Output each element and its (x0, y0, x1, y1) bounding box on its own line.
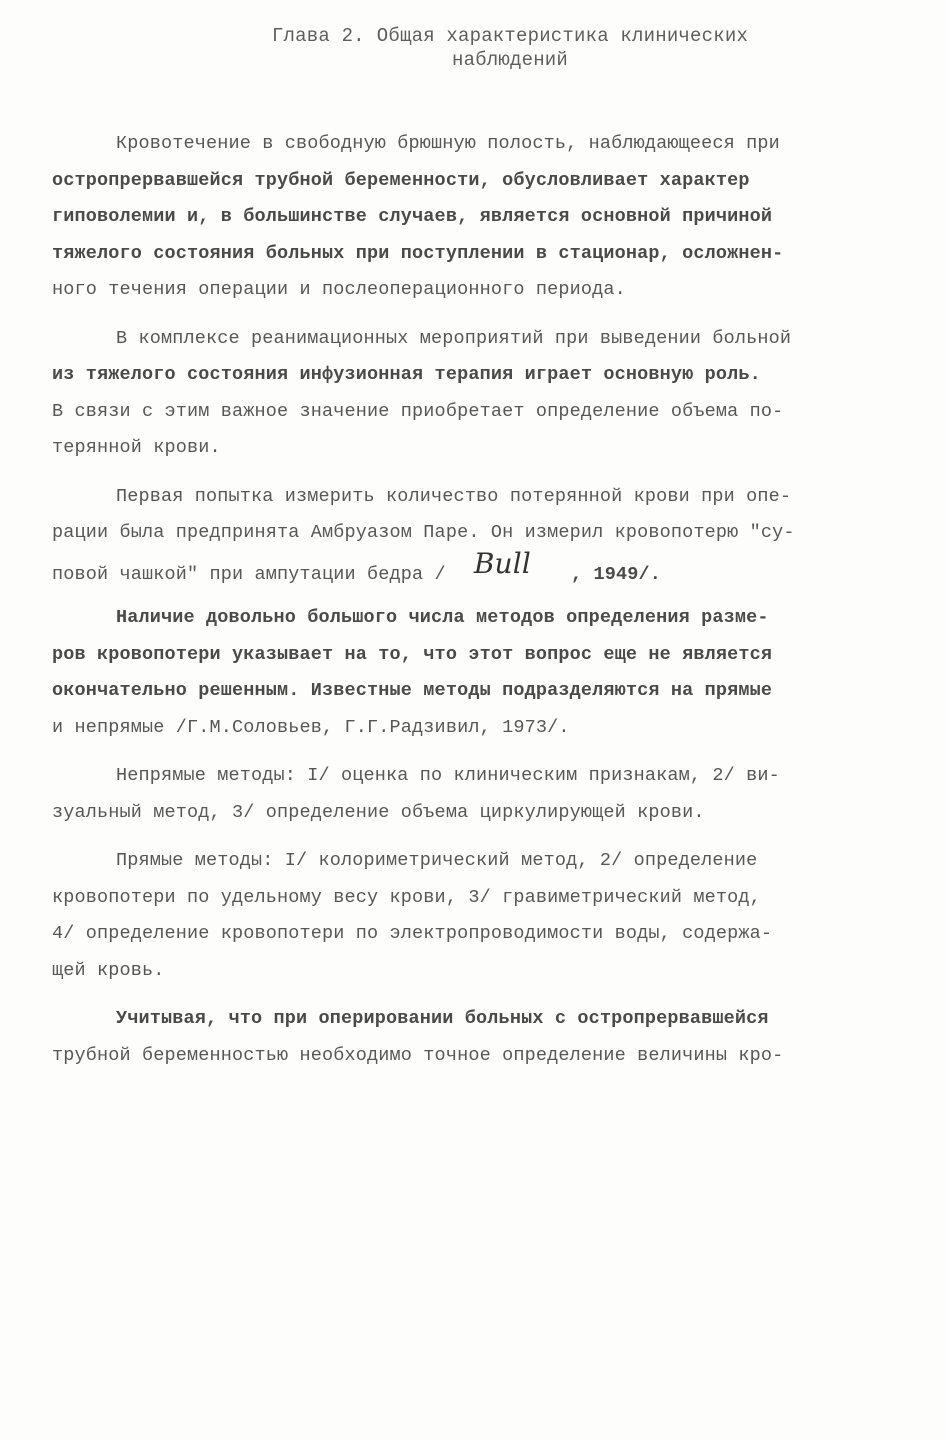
text-line-with-citation (52, 546, 884, 589)
text-line: терянной крови. (52, 437, 221, 458)
handwritten-author: Bull (473, 546, 531, 580)
chapter-title: Общая характеристика клинических (376, 25, 749, 47)
paragraph (52, 126, 884, 309)
text-line: тяжелого состояния больных при поступлении в стационар, осложнен- (52, 242, 784, 264)
text-line: кровопотери по удельному весу крови, 3/ гравиметрический метод, (52, 886, 761, 908)
text-line: 4/ определение кровопотери по электропроводимости воды, содержа- (52, 923, 773, 944)
text-line: зуальный метод, 3/ определение объема циркулирующей крови. (52, 801, 705, 823)
text-line: гиповолемии и, в большинстве случаев, является основной причиной (52, 206, 773, 227)
paragraph (52, 600, 884, 746)
chapter-heading (150, 24, 870, 72)
text-line: Кровотечение в свободную брюшную полость, наблюдающееся при (116, 133, 780, 154)
paragraph (52, 321, 884, 467)
text-line: Наличие довольно большого числа методов определения разме- (116, 607, 769, 628)
text-line: В связи с этим важное значение приобретает определение объема по- (52, 400, 784, 422)
citation-year: , 1949/. (570, 563, 661, 585)
text-line: остропрервавшейся трубной беременности, обусловливает характер (52, 169, 750, 191)
text-line: ров кровопотери указывает на то, что этот вопрос еще не является (52, 643, 773, 665)
text-line: Прямые методы: I/ колориметрический метод, 2/ определение (116, 850, 758, 871)
text-line: и непрямые /Г.М.Соловьев, Г.Г.Радзивил, 1973/. (52, 716, 570, 738)
text-line: щей кровь. (52, 959, 165, 981)
chapter-title-line-2: наблюдений (451, 49, 569, 71)
text-segment: повой чашкой" при ампутации бедра / (52, 563, 446, 585)
paragraph (52, 843, 884, 989)
text-line: из тяжелого состояния инфузионная терапия играет основную роль. (52, 364, 761, 385)
text-line: Первая попытка измерить количество потерянной крови при опе- (116, 485, 792, 507)
chapter-number: Глава 2. (271, 25, 365, 47)
paragraph (52, 479, 884, 589)
text-line: рации была предпринята Амбруазом Паре. Он измерил кровопотерю "су- (52, 522, 795, 543)
paragraph (52, 758, 884, 831)
text-line: ного течения операции и послеоперационного периода. (52, 279, 626, 300)
text-line: Учитывая, что при оперировании больных с остропрервавшейся (116, 1008, 769, 1029)
chapter-title-line-1 (272, 25, 748, 47)
text-line: В комплексе реанимационных мероприятий при выведении больной (116, 327, 792, 349)
body-text (52, 126, 884, 1086)
text-line: трубной беременностью необходимо точное определение величины кро- (52, 1044, 784, 1066)
paragraph (52, 1001, 884, 1074)
text-line: Непрямые методы: I/ оценка по клиническим признакам, 2/ ви- (116, 765, 780, 786)
text-line: окончательно решенным. Известные методы подразделяются на прямые (52, 680, 773, 701)
